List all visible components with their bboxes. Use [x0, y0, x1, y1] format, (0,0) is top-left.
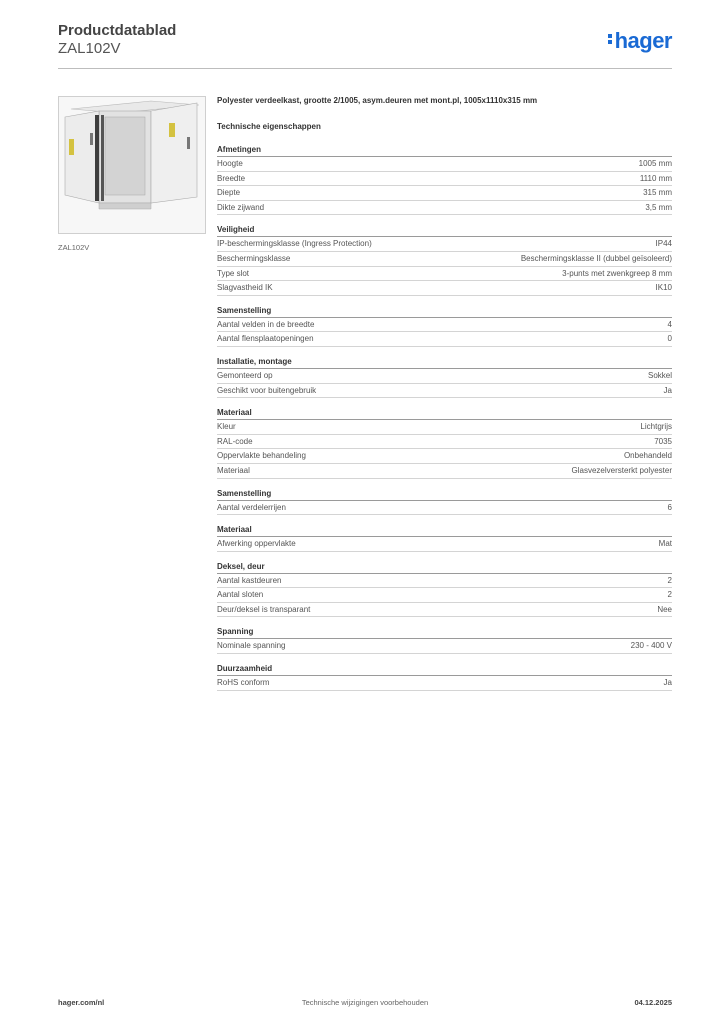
spec-label: Kleur — [217, 422, 236, 432]
section-title: Installatie, montage — [217, 356, 672, 369]
spec-label: Deur/deksel is transparant — [217, 604, 311, 614]
spec-row — [217, 201, 672, 216]
section-title: Deksel, deur — [217, 561, 672, 574]
spec-label: RAL-code — [217, 436, 253, 446]
section-title: Afmetingen — [217, 144, 672, 157]
spec-value: 230 - 400 V — [630, 641, 672, 651]
spec-section — [217, 407, 672, 478]
spec-label: Aantal velden in de breedte — [217, 319, 315, 329]
spec-row — [217, 603, 672, 618]
spec-label: Nominale spanning — [217, 641, 286, 651]
spec-section — [217, 224, 672, 295]
spec-value: 1005 mm — [638, 159, 672, 168]
spec-value: Beschermingsklasse II (dubbel geïsoleerd) — [520, 253, 672, 263]
spec-row — [217, 449, 672, 464]
spec-row — [217, 318, 672, 333]
spec-label: Aantal flensplaatopeningen — [217, 334, 314, 344]
spec-value: 6 — [667, 502, 672, 512]
spec-label: Geschikt voor buitengebruik — [217, 385, 317, 395]
section-title: Materiaal — [217, 524, 672, 537]
spec-label: Aantal verdelerrijen — [217, 502, 286, 512]
image-caption: ZAL102V — [58, 243, 90, 252]
hager-logo — [608, 28, 672, 54]
spec-label: Beschermingsklasse — [217, 253, 291, 263]
footer-notice: Technische wijzigingen voorbehouden — [301, 998, 429, 1007]
spec-section — [217, 488, 672, 516]
spec-value: IP44 — [655, 239, 672, 249]
spec-row — [217, 172, 672, 187]
spec-row — [217, 237, 672, 252]
spec-label: Oppervlakte behandeling — [217, 451, 306, 461]
spec-row — [217, 574, 672, 589]
spec-label: Materiaal — [217, 465, 250, 475]
logo-text: hager — [614, 28, 672, 53]
product-description: Polyester verdeelkast, grootte 2/1005, asym.deuren met mont.pl, 1005x1110x315 mm — [217, 96, 538, 105]
spec-row — [217, 420, 672, 435]
spec-row — [217, 464, 672, 479]
product-image — [58, 96, 206, 234]
spec-row — [217, 332, 672, 347]
spec-label: Aantal sloten — [217, 590, 264, 600]
spec-row — [217, 537, 672, 552]
spec-label: Aantal kastdeuren — [217, 575, 282, 585]
spec-value: Ja — [663, 385, 672, 395]
spec-sections — [217, 144, 672, 691]
section-title: Samenstelling — [217, 305, 672, 318]
page-header — [58, 22, 672, 70]
spec-row — [217, 252, 672, 267]
spec-row — [217, 186, 672, 201]
spec-value: 3,5 mm — [645, 202, 672, 212]
spec-label: RoHS conform — [217, 678, 270, 688]
spec-value: 4 — [667, 319, 672, 329]
tech-properties-heading: Technische eigenschappen — [217, 122, 321, 131]
spec-section — [217, 356, 672, 398]
spec-value: Onbehandeld — [623, 451, 672, 461]
spec-value: 2 — [667, 575, 672, 585]
section-title: Materiaal — [217, 407, 672, 420]
page-footer — [58, 998, 672, 1010]
spec-label: Dikte zijwand — [217, 202, 265, 212]
section-title: Veiligheid — [217, 224, 672, 237]
spec-value: IK10 — [655, 283, 672, 293]
spec-row — [217, 384, 672, 399]
spec-section — [217, 524, 672, 552]
spec-value: 2 — [667, 590, 672, 600]
spec-label: Afwerking oppervlakte — [217, 539, 296, 549]
spec-row — [217, 588, 672, 603]
spec-row — [217, 435, 672, 450]
spec-label: Slagvastheid IK — [217, 283, 273, 293]
spec-value: Nee — [657, 604, 672, 614]
spec-label: Gemonteerd op — [217, 370, 273, 380]
spec-label: Breedte — [217, 173, 246, 183]
spec-label: Hoogte — [217, 159, 243, 168]
section-title: Samenstelling — [217, 488, 672, 501]
spec-value: Glasvezelversterkt polyester — [571, 465, 672, 475]
spec-row — [217, 157, 672, 172]
spec-section — [217, 561, 672, 618]
spec-section — [217, 626, 672, 654]
spec-section — [217, 305, 672, 347]
spec-value: 3-punts met zwenkgreep 8 mm — [562, 268, 672, 278]
spec-row — [217, 501, 672, 516]
spec-value: Ja — [663, 678, 672, 688]
spec-row — [217, 676, 672, 691]
header-divider — [58, 68, 672, 69]
spec-section — [217, 144, 672, 215]
cabinet-illustration-icon — [59, 97, 205, 233]
spec-row — [217, 281, 672, 296]
spec-value: Lichtgrijs — [640, 422, 672, 432]
spec-value: 1110 mm — [639, 173, 672, 183]
spec-section — [217, 663, 672, 691]
spec-label: Type slot — [217, 268, 250, 278]
document-title: Productdatablad — [58, 22, 177, 39]
spec-label: IP-beschermingsklasse (Ingress Protection) — [217, 239, 372, 249]
footer-date: 04.12.2025 — [634, 998, 672, 1007]
spec-label: Diepte — [217, 188, 241, 198]
logo-dots-icon — [608, 32, 613, 46]
spec-row — [217, 267, 672, 282]
section-title: Spanning — [217, 626, 672, 639]
product-content — [217, 96, 672, 700]
spec-value: Mat — [658, 539, 672, 549]
spec-value: 0 — [667, 334, 672, 344]
product-code: ZAL102V — [58, 40, 121, 57]
spec-value: Sokkel — [647, 370, 672, 380]
section-title: Duurzaamheid — [217, 663, 672, 676]
spec-row — [217, 639, 672, 654]
spec-row — [217, 369, 672, 384]
spec-value: 315 mm — [643, 188, 672, 198]
spec-value: 7035 — [654, 436, 672, 446]
footer-website: hager.com/nl — [58, 998, 105, 1007]
